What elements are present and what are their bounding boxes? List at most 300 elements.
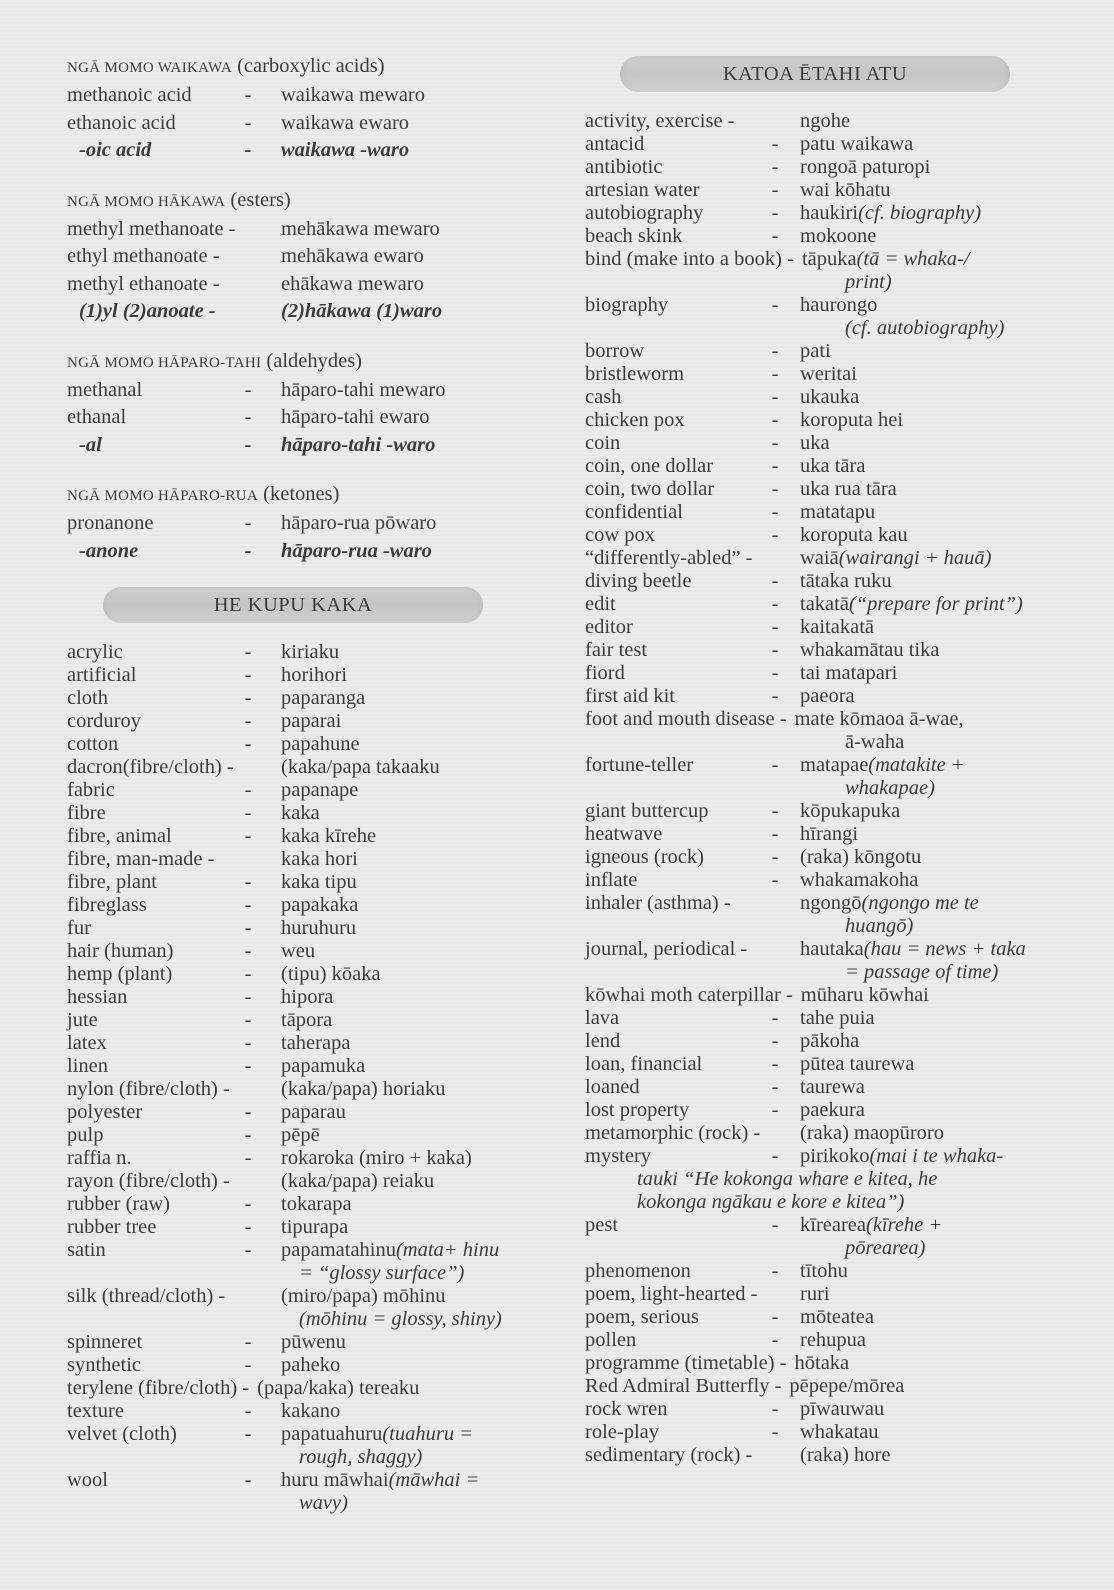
glossary-entry — [67, 1193, 537, 1216]
english-term: fiord — [585, 662, 625, 684]
maori-term: (tipu) kōaka — [281, 963, 381, 985]
glossary-entry — [585, 524, 1055, 547]
glossary-entry — [67, 802, 537, 825]
glossary-entry — [67, 1377, 537, 1400]
english-term: velvet (cloth) — [67, 1423, 177, 1445]
dash-separator: - — [244, 1009, 252, 1031]
maori-term: paparanga — [281, 687, 366, 709]
maori-term: tātaka ruku — [800, 570, 892, 592]
english-term: lava — [585, 1007, 620, 1029]
english-term: rayon (fibre/cloth) - — [67, 1170, 230, 1192]
dash-separator: - — [244, 1354, 252, 1376]
dash-separator: - — [771, 616, 779, 638]
dash-separator: - — [244, 733, 252, 755]
dash-separator: - — [771, 1421, 779, 1443]
glossary-entry — [585, 294, 1055, 317]
dash-separator: - — [244, 825, 252, 847]
english-term: bristleworm — [585, 363, 685, 385]
dash-separator: - — [244, 1101, 252, 1123]
english-term: pest — [585, 1214, 619, 1236]
dash-separator — [794, 248, 802, 271]
maori-term: tai matapari — [800, 662, 898, 684]
dash-separator: - — [771, 156, 779, 178]
english-term: acrylic — [67, 641, 123, 663]
glossary-entry — [585, 1329, 1055, 1352]
maori-term: paparai — [281, 710, 342, 732]
maori-term: kaka tipu — [281, 871, 357, 893]
term-row — [67, 110, 537, 138]
chemistry-groups — [67, 53, 537, 565]
maori-term: hautaka — [800, 938, 864, 960]
right-column — [585, 56, 1055, 1467]
etymology-continuation: rough, shaggy) — [299, 1446, 423, 1468]
maori-term: taurewa — [800, 1076, 865, 1098]
glossary-entry — [67, 779, 537, 802]
group-heading — [67, 187, 537, 216]
group-heading-maori: NGĀ MOMO HĀPARO-RUA — [67, 488, 259, 504]
glossary-entry — [585, 1260, 1055, 1283]
maori-term: ngongō — [800, 892, 862, 914]
english-term: fabric — [67, 779, 115, 801]
glossary-entry — [67, 1400, 537, 1423]
dash-separator: - — [771, 662, 779, 684]
maori-term: waikawa mewaro — [281, 84, 426, 106]
glossary-entry — [585, 179, 1055, 202]
glossary-entry — [585, 846, 1055, 869]
group-heading-maori: NGĀ MOMO HĀKAWA — [67, 193, 226, 210]
term-row — [67, 82, 537, 110]
maori-term: wai kōhatu — [800, 179, 891, 201]
maori-term: pūtea taurewa — [800, 1053, 915, 1075]
maori-term: kaka kīrehe — [281, 825, 377, 847]
maori-term: whakamakoha — [800, 869, 919, 891]
dash-separator: - — [771, 363, 779, 385]
english-term: nylon (fibre/cloth) - — [67, 1078, 230, 1100]
dash-separator: - — [244, 1147, 252, 1169]
maori-term: horihori — [281, 664, 348, 686]
english-term: poem, serious — [585, 1306, 699, 1328]
english-term: loaned — [585, 1076, 640, 1098]
dash-separator — [750, 938, 800, 961]
english-term: metamorphic (rock) - — [585, 1122, 761, 1144]
glossary-entry — [585, 593, 1055, 616]
term-group — [67, 53, 537, 165]
maori-term: kīrearea — [800, 1214, 866, 1236]
maori-term: paekura — [800, 1099, 865, 1121]
dash-separator: - — [244, 1400, 252, 1422]
maori-term: matatapu — [800, 501, 876, 523]
english-term: spinneret — [67, 1331, 143, 1353]
dash-separator: - — [771, 1398, 779, 1420]
etymology-note: (ngongo me te — [861, 892, 979, 914]
dash-separator — [793, 984, 801, 1007]
english-term: first aid kit — [585, 685, 675, 707]
maori-term: haurongo — [800, 294, 878, 316]
maori-term: hipora — [281, 986, 334, 1008]
term-row — [67, 271, 537, 299]
dash-separator: - — [771, 432, 779, 454]
suffix-rule-row — [67, 432, 537, 460]
english-term: programme (timetable) - — [585, 1352, 787, 1374]
dash-separator: - — [771, 869, 779, 891]
dash-separator — [215, 1078, 281, 1101]
english-term: journal, periodical - — [585, 938, 748, 960]
english-term: heatwave — [585, 823, 663, 845]
glossary-entry — [585, 156, 1055, 179]
etymology-continuation: wavy) — [299, 1492, 348, 1514]
english-term: coin, one dollar — [585, 455, 714, 477]
dash-separator: - — [771, 593, 779, 615]
english-term: (1)yl (2)anoate - — [79, 300, 216, 322]
glossary-entry — [585, 409, 1055, 432]
glossary-entry — [67, 1009, 537, 1032]
english-term: ethanoic acid — [67, 111, 176, 134]
glossary-entry — [585, 455, 1055, 478]
glossary-entry — [585, 432, 1055, 455]
term-row — [67, 377, 537, 405]
glossary-entry — [585, 754, 1055, 777]
maori-term: (kaka/papa) reiaku — [281, 1170, 435, 1192]
english-term: pronanone — [67, 512, 154, 534]
maori-term: kōpukapuka — [800, 800, 901, 822]
maori-term: tipurapa — [281, 1216, 349, 1238]
etymology-note: (mata+ hinu — [395, 1239, 500, 1261]
glossary-entry — [585, 1076, 1055, 1099]
glossary-entry — [585, 1099, 1055, 1122]
dash-separator — [750, 892, 800, 915]
english-term: diving beetle — [585, 570, 692, 592]
english-term: pollen — [585, 1329, 637, 1351]
glossary-entry — [585, 1007, 1055, 1030]
dash-separator — [215, 1170, 281, 1193]
english-term: mystery — [585, 1145, 652, 1167]
dash-separator: - — [244, 1124, 252, 1146]
english-term: methyl methanoate - — [67, 217, 236, 240]
english-term: cow pox — [585, 524, 656, 546]
dash-separator — [215, 216, 281, 244]
english-term: inflate — [585, 869, 638, 891]
group-heading — [67, 481, 537, 510]
dash-separator: - — [244, 1032, 252, 1054]
glossary-entry — [585, 1053, 1055, 1076]
etymology-continuation: (cf. autobiography) — [845, 317, 1005, 339]
glossary-entry — [585, 1398, 1055, 1421]
english-term: sedimentary (rock) - — [585, 1444, 753, 1466]
english-term: “differently-abled” - — [585, 547, 753, 569]
etymology-note: (kīrehe + — [866, 1214, 943, 1236]
maori-term: papamatahinu — [281, 1239, 396, 1261]
maori-term: (kaka/papa) horiaku — [281, 1078, 446, 1100]
english-term: inhaler (asthma) - — [585, 892, 731, 914]
left-column — [67, 53, 537, 1515]
english-term: biography — [585, 294, 669, 316]
dash-separator — [215, 756, 281, 779]
maori-term: paheko — [281, 1354, 341, 1376]
english-term: fair test — [585, 639, 648, 661]
term-group — [67, 481, 537, 565]
maori-term: rokaroka (miro + kaka) — [281, 1147, 472, 1169]
maori-term: tokarapa — [281, 1193, 352, 1215]
dash-separator — [215, 243, 281, 271]
english-term: linen — [67, 1055, 108, 1077]
english-term: pulp — [67, 1124, 104, 1146]
glossary-entry — [67, 1032, 537, 1055]
english-term: antacid — [585, 133, 645, 155]
maori-term: hāparo-rua pōwaro — [281, 512, 437, 534]
dash-separator: - — [244, 512, 252, 534]
glossary-entry — [585, 1352, 1055, 1375]
dash-separator: - — [771, 639, 779, 661]
glossary-entry — [67, 1170, 537, 1193]
glossary-entry — [585, 869, 1055, 892]
english-term: fibre, animal — [67, 825, 172, 847]
glossary-entry — [585, 110, 1055, 133]
etymology-note: (matakite + — [868, 754, 965, 776]
glossary-entry — [585, 708, 1055, 731]
glossary-entry — [585, 478, 1055, 501]
dash-separator: - — [244, 111, 252, 134]
dash-separator: - — [244, 664, 252, 686]
maori-term: (raka) maopūroro — [800, 1122, 945, 1144]
english-term: polyester — [67, 1101, 143, 1123]
english-term: dacron(fibre/cloth) - — [67, 756, 234, 778]
glossary-entry — [67, 917, 537, 940]
etymology-continuation: pōrearea) — [845, 1237, 926, 1259]
maori-term: rongoā paturopi — [800, 156, 931, 178]
maori-term: papamuka — [281, 1055, 366, 1077]
glossary-entry — [67, 986, 537, 1009]
glossary-entry — [585, 1030, 1055, 1053]
glossary-entry — [67, 1285, 537, 1308]
dash-separator: - — [771, 685, 779, 707]
etymology-note: (wairangi + hauā) — [838, 547, 992, 569]
dash-separator: - — [244, 871, 252, 893]
dash-separator: - — [771, 1145, 779, 1167]
maori-term: (miro/papa) mōhinu — [281, 1285, 446, 1307]
maori-term: matapae — [800, 754, 869, 776]
term-row — [67, 510, 537, 538]
maori-term: kiriaku — [281, 641, 340, 663]
glossary-entry — [585, 1306, 1055, 1329]
english-term: fibreglass — [67, 894, 147, 916]
etymology-continuation: = passage of time) — [845, 961, 999, 983]
dash-separator: - — [244, 940, 252, 962]
dash-separator: - — [244, 1216, 252, 1238]
english-term: activity, exercise - — [585, 110, 735, 132]
english-term: satin — [67, 1239, 106, 1261]
english-term: poem, light-hearted - — [585, 1283, 758, 1305]
group-heading-english: (carboxylic acids) — [231, 55, 385, 77]
glossary-entry — [67, 871, 537, 894]
glossary-entry — [585, 1283, 1055, 1306]
etymology-note: (hau = news + taka — [863, 938, 1026, 960]
glossary-entry — [585, 1214, 1055, 1237]
glossary-entry — [585, 800, 1055, 823]
glossary-entry — [67, 710, 537, 733]
glossary-entry — [67, 641, 537, 664]
english-term: rubber (raw) — [67, 1193, 171, 1215]
maori-term: (kaka/papa takaaku — [281, 756, 440, 778]
english-term: rock wren — [585, 1398, 668, 1420]
glossary-entry — [67, 825, 537, 848]
english-term: phenomenon — [585, 1260, 691, 1282]
glossary-entry — [67, 1331, 537, 1354]
english-term: artesian water — [585, 179, 700, 201]
maori-term: haukiri — [800, 202, 859, 224]
etymology-continuation: kokonga ngākau e kore e kitea”) — [637, 1191, 905, 1213]
dash-separator — [249, 1377, 257, 1400]
glossary-entry — [67, 1124, 537, 1147]
glossary-entry — [67, 687, 537, 710]
dash-separator: - — [244, 378, 252, 401]
etymology-note: (mai i te whaka- — [869, 1145, 1004, 1167]
dash-separator: - — [244, 641, 252, 663]
maori-term: pēpepe/mōrea — [789, 1375, 905, 1397]
dash-separator: - — [771, 1099, 779, 1121]
suffix-rule-row — [67, 538, 537, 566]
maori-term: weritai — [800, 363, 857, 385]
maori-term: taherapa — [281, 1032, 351, 1054]
maori-term: uka — [800, 432, 830, 454]
english-term: fur — [67, 917, 91, 939]
maori-term: (papa/kaka) tereaku — [257, 1377, 420, 1399]
maori-term: tāpuka — [801, 248, 857, 270]
group-heading-maori: NGĀ MOMO WAIKAWA — [67, 60, 232, 76]
maori-term: kaka — [281, 802, 320, 824]
maori-term: uka rua tāra — [800, 478, 897, 500]
english-term: antibiotic — [585, 156, 663, 178]
dash-separator: - — [771, 570, 779, 592]
english-term: wool — [67, 1469, 108, 1491]
etymology-continuation: huangō) — [845, 915, 914, 937]
term-group — [67, 187, 537, 326]
english-term: jute — [67, 1009, 98, 1031]
group-heading-english: (aldehydes) — [261, 349, 363, 372]
dash-separator: - — [771, 846, 779, 868]
suffix-rule-row — [67, 137, 537, 165]
maori-term: ukauka — [800, 386, 860, 408]
maori-term: whakatau — [800, 1421, 879, 1443]
glossary-entry — [585, 823, 1055, 846]
maori-term: waiā — [800, 547, 839, 569]
glossary-entry — [585, 1444, 1055, 1467]
maori-term: hāparo-tahi ewaro — [281, 406, 430, 428]
glossary-entry — [585, 133, 1055, 156]
dash-separator — [215, 848, 281, 871]
dash-separator: - — [244, 433, 252, 456]
dash-separator: - — [244, 687, 252, 709]
maori-term: uka tāra — [800, 455, 866, 477]
etymology-note: (māwhai = — [388, 1469, 480, 1491]
english-term: fortune-teller — [585, 754, 694, 776]
maori-term: ehākawa mewaro — [281, 272, 424, 295]
english-term: ethyl methanoate - — [67, 245, 220, 267]
dash-separator — [781, 1375, 789, 1398]
glossary-entry — [585, 225, 1055, 248]
dash-separator — [215, 271, 281, 299]
glossary-entry — [585, 662, 1055, 685]
maori-term: paparau — [281, 1101, 346, 1123]
maori-term: tāpora — [281, 1009, 333, 1031]
group-heading-english: (esters) — [225, 188, 291, 211]
maori-term: hāparo-tahi mewaro — [281, 378, 446, 401]
glossary-entry — [585, 340, 1055, 363]
english-term: -anone — [79, 539, 139, 562]
suffix-rule-row — [67, 298, 537, 326]
etymology-note: (tuahuru = — [382, 1423, 474, 1445]
glossary-entry — [585, 570, 1055, 593]
term-row — [67, 243, 537, 271]
group-heading — [67, 53, 537, 82]
english-term: synthetic — [67, 1354, 142, 1376]
maori-term: hāparo-rua -waro — [281, 539, 432, 562]
maori-term: papakaka — [281, 894, 359, 916]
english-term: fibre — [67, 802, 106, 824]
etymology-note: (cf. biography) — [858, 202, 982, 224]
dash-separator — [750, 547, 800, 570]
maori-term: mūharu kōwhai — [800, 984, 929, 1006]
dash-separator: - — [771, 1076, 779, 1098]
dash-separator: - — [244, 1331, 252, 1353]
dash-separator — [750, 1283, 800, 1306]
english-term: terylene (fibre/cloth) - — [67, 1377, 250, 1399]
section-banner-katoa-etahi-atu: KATOA ĒTAHI ATU — [620, 56, 1010, 92]
english-term: confidential — [585, 501, 683, 523]
english-term: bind (make into a book) - — [585, 248, 794, 270]
dash-separator — [787, 708, 795, 731]
english-term: lend — [585, 1030, 621, 1052]
maori-term: waikawa -waro — [281, 139, 410, 161]
maori-term: whakamātau tika — [800, 639, 940, 661]
maori-term: paeora — [800, 685, 855, 707]
dash-separator: - — [244, 139, 252, 161]
maori-term: tītohu — [800, 1260, 848, 1282]
glossary-entry — [67, 664, 537, 687]
maori-term: kaitakatā — [800, 616, 874, 638]
dash-separator: - — [771, 133, 779, 155]
etymology-continuation: ā-waha — [845, 731, 905, 753]
glossary-entry — [585, 1421, 1055, 1444]
english-term: loan, financial — [585, 1053, 703, 1075]
glossary-entry — [67, 1216, 537, 1239]
maori-term: (raka) hore — [800, 1444, 891, 1466]
maori-term: koroputa hei — [800, 409, 904, 431]
term-row — [67, 404, 537, 432]
english-term: artificial — [67, 664, 137, 686]
maori-term: pīwauwau — [800, 1398, 885, 1420]
dash-separator: - — [771, 478, 779, 500]
english-term: rubber tree — [67, 1216, 157, 1238]
maori-term: mehākawa mewaro — [281, 217, 440, 240]
dash-separator: - — [771, 501, 779, 523]
dash-separator: - — [771, 1214, 779, 1236]
section-banner-he-kupu-kaka: HE KUPU KAKA — [103, 587, 483, 623]
dash-separator — [750, 110, 800, 133]
english-term: latex — [67, 1032, 107, 1054]
english-term: fibre, plant — [67, 871, 157, 893]
english-term: ethanal — [67, 406, 127, 428]
term-group — [67, 348, 537, 460]
english-term: lost property — [585, 1099, 690, 1121]
english-term: chicken pox — [585, 409, 685, 431]
maori-term: pūwenu — [281, 1331, 346, 1353]
dash-separator: - — [771, 1007, 779, 1029]
english-term: igneous (rock) — [585, 846, 704, 868]
dash-separator: - — [244, 710, 252, 732]
etymology-continuation: whakapae) — [845, 777, 935, 799]
english-term: giant buttercup — [585, 800, 709, 822]
maori-term: pēpē — [281, 1124, 320, 1146]
